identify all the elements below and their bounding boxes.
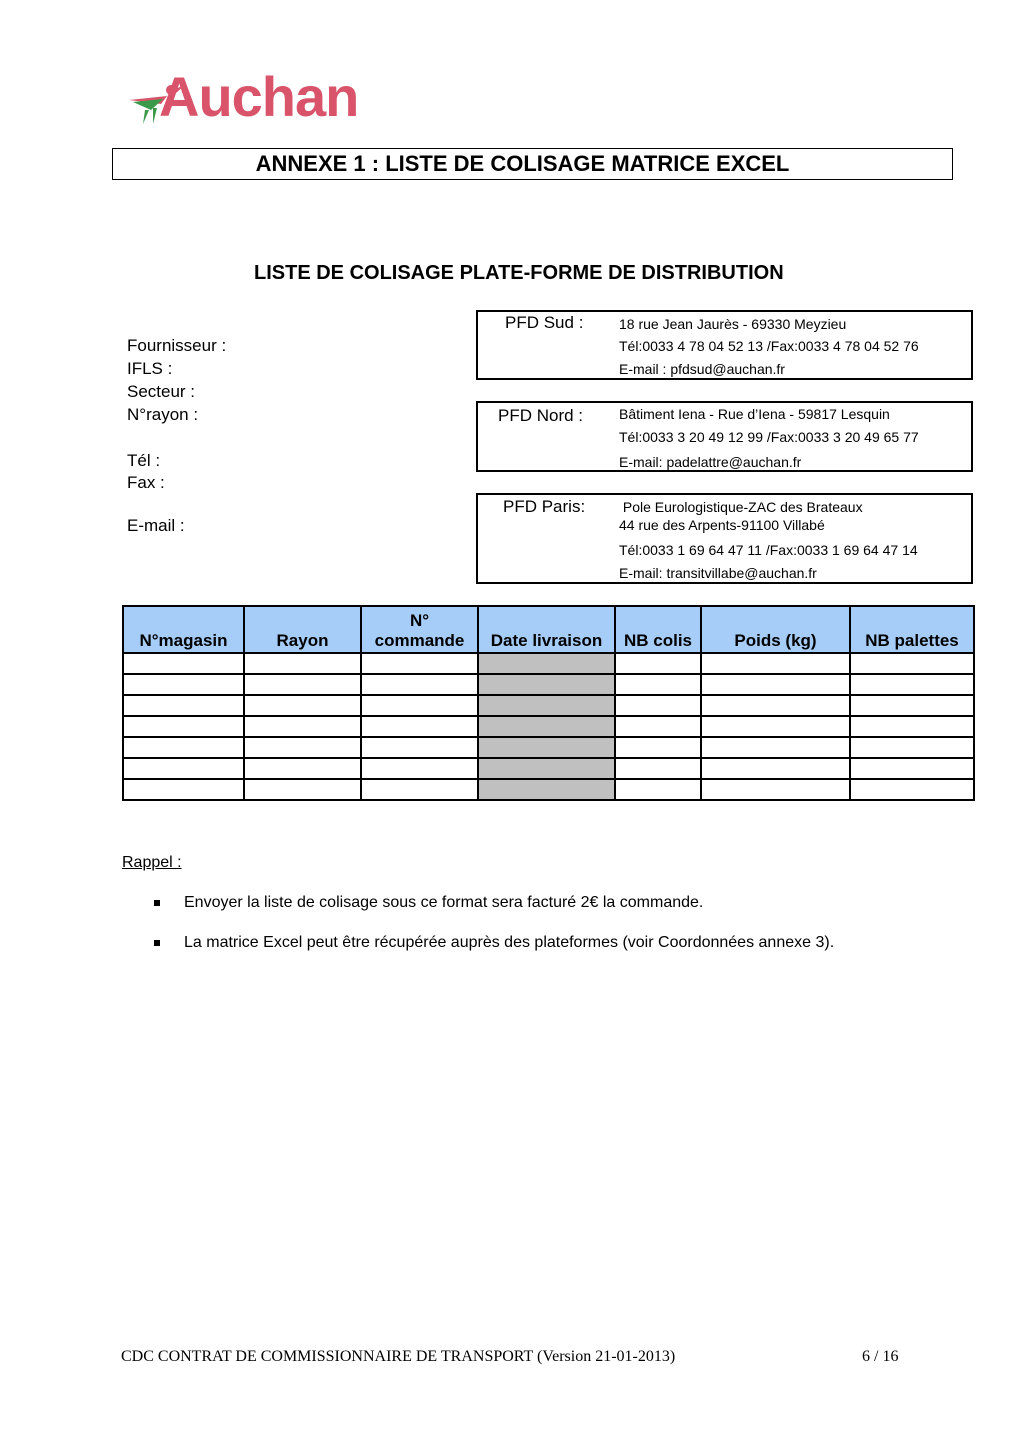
- pfd-sud-email: E-mail : pfdsud@auchan.fr: [619, 361, 785, 377]
- table-row: [123, 758, 974, 779]
- col-header-commande-line2: commande: [374, 631, 465, 650]
- table-cell[interactable]: [361, 779, 478, 800]
- pfd-paris-name: PFD Paris:: [503, 497, 586, 516]
- table-cell[interactable]: [701, 653, 850, 674]
- table-cell[interactable]: [361, 737, 478, 758]
- col-header-rayon: Rayon: [244, 606, 361, 653]
- table-row: [123, 674, 974, 695]
- footer-page-number: 6 / 16: [862, 1348, 899, 1365]
- table-cell[interactable]: [850, 716, 974, 737]
- table-cell[interactable]: [361, 758, 478, 779]
- table-cell[interactable]: [244, 758, 361, 779]
- auchan-logo: [127, 65, 359, 132]
- table-cell-shaded[interactable]: [478, 779, 615, 800]
- table-cell[interactable]: [244, 716, 361, 737]
- table-cell-shaded[interactable]: [478, 737, 615, 758]
- col-header-magasin: N°magasin: [123, 606, 244, 653]
- table-cell[interactable]: [123, 653, 244, 674]
- table-row: [123, 653, 974, 674]
- bullet-icon: [154, 900, 160, 906]
- table-cell[interactable]: [361, 674, 478, 695]
- pfd-paris-phone: Tél:0033 1 69 64 47 11 /Fax:0033 1 69 64 47 14: [619, 542, 918, 558]
- table-header-row: [123, 606, 974, 653]
- pfd-paris-box: [476, 493, 973, 584]
- pfd-paris-email: E-mail: transitvillabe@auchan.fr: [619, 565, 817, 581]
- table-cell[interactable]: [615, 758, 701, 779]
- table-cell[interactable]: [701, 695, 850, 716]
- table-cell[interactable]: [615, 695, 701, 716]
- table-cell[interactable]: [850, 779, 974, 800]
- col-header-commande: [361, 606, 478, 653]
- table-cell[interactable]: [615, 737, 701, 758]
- table-cell[interactable]: [361, 716, 478, 737]
- table-cell[interactable]: [701, 779, 850, 800]
- table-cell[interactable]: [123, 758, 244, 779]
- table-cell[interactable]: [615, 716, 701, 737]
- pfd-sud-box: [476, 310, 973, 380]
- rappel-item-1: Envoyer la liste de colisage sous ce format sera facturé 2€ la commande.: [184, 894, 704, 911]
- label-email: E-mail :: [127, 516, 185, 535]
- label-fournisseur: Fournisseur :: [127, 336, 227, 355]
- table-cell[interactable]: [123, 716, 244, 737]
- table-cell-shaded[interactable]: [478, 695, 615, 716]
- table-cell[interactable]: [244, 674, 361, 695]
- packing-list-table: [122, 605, 975, 801]
- pfd-nord-box: [476, 401, 973, 472]
- annex-title: ANNEXE 1 : LISTE DE COLISAGE MATRICE EXCEL: [255, 151, 790, 176]
- table-cell[interactable]: [244, 653, 361, 674]
- label-tel: Tél :: [127, 451, 161, 470]
- logo-text: Auchan: [159, 65, 359, 128]
- table-cell[interactable]: [701, 716, 850, 737]
- col-header-nb-palettes: NB palettes: [850, 606, 974, 653]
- table-cell[interactable]: [123, 695, 244, 716]
- table-cell[interactable]: [615, 779, 701, 800]
- label-ifls: IFLS :: [127, 359, 173, 378]
- footer-document-title: CDC CONTRAT DE COMMISSIONNAIRE DE TRANSPORT (Version 21-01-2013): [121, 1348, 676, 1365]
- pfd-nord-name: PFD Nord :: [498, 406, 584, 425]
- table-cell-shaded[interactable]: [478, 758, 615, 779]
- table-cell[interactable]: [850, 674, 974, 695]
- section-subtitle: LISTE DE COLISAGE PLATE-FORME DE DISTRIBUTION: [254, 262, 784, 284]
- label-secteur: Secteur :: [127, 382, 196, 401]
- pfd-sud-address: 18 rue Jean Jaurès - 69330 Meyzieu: [619, 316, 847, 332]
- table-row: [123, 716, 974, 737]
- annex-title-box: [112, 148, 953, 180]
- pfd-sud-phone: Tél:0033 4 78 04 52 13 /Fax:0033 4 78 04 52 76: [619, 338, 919, 354]
- table-cell[interactable]: [244, 737, 361, 758]
- rappel-item-2: La matrice Excel peut être récupérée auprès des plateformes (voir Coordonnées annexe 3).: [184, 934, 835, 951]
- bullet-icon: [154, 940, 160, 946]
- col-header-date-livraison: Date livraison: [478, 606, 615, 653]
- table-cell[interactable]: [850, 758, 974, 779]
- label-fax: Fax :: [127, 473, 165, 492]
- pfd-sud-name: PFD Sud :: [505, 313, 584, 332]
- table-cell-shaded[interactable]: [478, 653, 615, 674]
- pfd-paris-address-2: 44 rue des Arpents-91100 Villabé: [619, 517, 825, 533]
- label-rayon: N°rayon :: [127, 405, 199, 424]
- col-header-commande-line1: N°: [409, 611, 430, 630]
- table-cell[interactable]: [244, 695, 361, 716]
- table-cell-shaded[interactable]: [478, 716, 615, 737]
- table-cell[interactable]: [850, 737, 974, 758]
- pfd-nord-phone: Tél:0033 3 20 49 12 99 /Fax:0033 3 20 49 65 77: [619, 429, 919, 445]
- table-row: [123, 695, 974, 716]
- table-cell[interactable]: [361, 653, 478, 674]
- table-cell[interactable]: [615, 653, 701, 674]
- table-cell[interactable]: [123, 674, 244, 695]
- table-cell[interactable]: [123, 737, 244, 758]
- table-cell[interactable]: [701, 758, 850, 779]
- table-cell[interactable]: [701, 737, 850, 758]
- table-cell[interactable]: [361, 695, 478, 716]
- table-cell[interactable]: [850, 653, 974, 674]
- table-row: [123, 779, 974, 800]
- pfd-paris-address-1: Pole Eurologistique-ZAC des Brateaux: [619, 499, 863, 515]
- rappel-heading: Rappel :: [122, 854, 182, 871]
- table-cell-shaded[interactable]: [478, 674, 615, 695]
- table-cell[interactable]: [850, 695, 974, 716]
- col-header-poids: Poids (kg): [701, 606, 850, 653]
- table-cell[interactable]: [244, 779, 361, 800]
- table-cell[interactable]: [615, 674, 701, 695]
- table-cell[interactable]: [123, 779, 244, 800]
- table-cell[interactable]: [701, 674, 850, 695]
- col-header-nb-colis: NB colis: [615, 606, 701, 653]
- table-row: [123, 737, 974, 758]
- pfd-nord-email: E-mail: padelattre@auchan.fr: [619, 454, 802, 470]
- pfd-nord-address: Bâtiment Iena - Rue d’Iena - 59817 Lesquin: [619, 406, 890, 422]
